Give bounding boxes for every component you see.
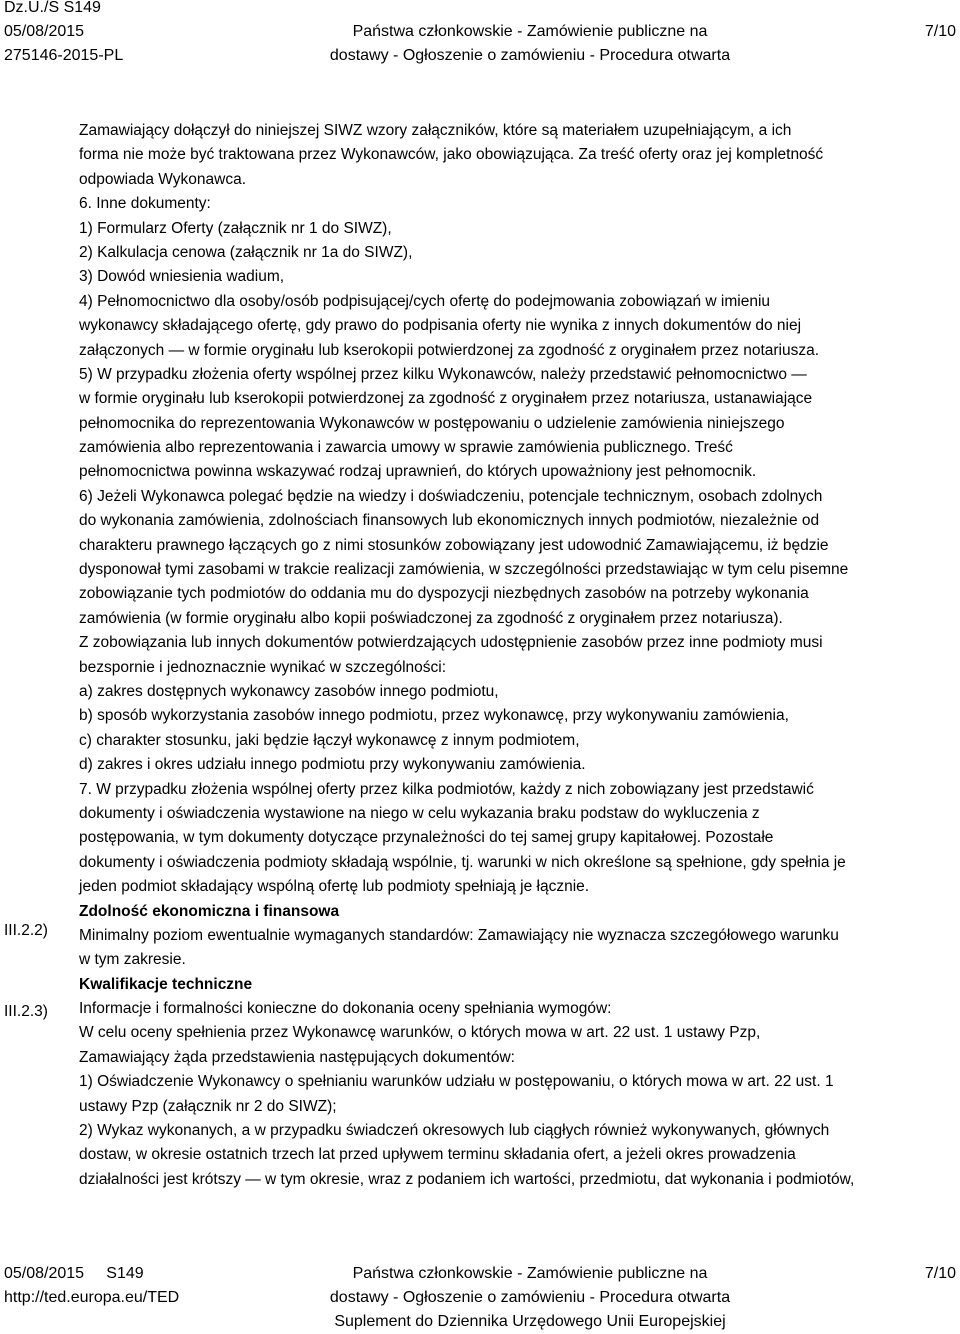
body-text-line: ustawy Pzp (załącznik nr 2 do SIWZ); [79,1097,337,1115]
body-text-line: 1) Oświadczenie Wykonawcy o spełnianiu warunków udziału w postępowaniu, o których mowa w art. 22 ust. 1 [79,1073,834,1091]
body-text-line: b) sposób wykorzystania zasobów innego podmiotu, przez wykonawcę, przy wykonywaniu zamówienia, [79,707,789,725]
body-text-line: pełnomocnika do reprezentowania Wykonawców w postępowaniu o udzielenie zamówienia niniejszego [79,414,785,432]
header-title [300,20,760,68]
section-heading: Zdolność ekonomiczna i finansowa [79,902,340,920]
header-notice-id: 275146-2015-PL [4,47,124,64]
footer-title-line1: Państwa członkowskie - Zamówienie publiczne na [352,1265,708,1282]
body-text-line: 7. W przypadku złożenia wspólnej oferty przez kilka podmiotów, każdy z nich zobowiązany jest przedstawić [79,780,814,798]
body-text-line: charakteru prawnego łączących go z nimi stosunków zobowiązany jest udowodnić Zamawiającemu, iż będzie [79,536,829,554]
footer-title-line2: dostawy - Ogłoszenie o zamówieniu - Procedura otwarta [329,1289,731,1306]
section-number-iii-2-3: III.2.3) [4,1003,48,1020]
body-text-line: w formie oryginału lub kserokopii potwierdzonej za zgodność z oryginałem przez notariusza, ustanawiające [79,390,813,408]
body-text-line: dokumenty i oświadczenia wystawione na niego w celu wykazania braku podstaw do wykluczenia z [79,804,760,822]
body-text-line: do wykonania zamówienia, zdolnościach finansowych lub ekonomicznych innych podmiotów, niezależnie od [79,512,820,530]
body-text-line: zamówienia albo reprezentowania i zawarcia umowy w sprawie zamówienia publicznego. Treść [79,439,733,457]
body-text-line: 6. Inne dokumenty: [79,195,211,213]
body-text-line: 5) W przypadku złożenia oferty wspólnej przez kilku Wykonawców, należy przedstawić pełnomocnictwo — [79,365,807,383]
body-text-line: Minimalny poziom ewentualnie wymaganych standardów: Zamawiający nie wyznacza szczegółowego warunku [79,926,839,944]
body-text-line: d) zakres i okres udziału innego podmiotu przy wykonywaniu zamówienia. [79,756,586,774]
footer-url: http://ted.europa.eu/TED [4,1289,180,1306]
header-date: 05/08/2015 [4,23,85,40]
body-text-line: 4) Pełnomocnictwo dla osoby/osób podpisującej/cych ofertę do podejmowania zobowiązań w imieniu [79,292,771,310]
body-text-line: załączonych — w formie oryginału lub kserokopii potwierdzonej za zgodność z oryginałem przez notariusza. [79,341,820,359]
footer-title-line3: Suplement do Dziennika Urzędowego Unii Europejskiej [334,1313,726,1330]
document-body [79,119,957,1192]
body-text-line: 2) Wykaz wykonanych, a w przypadku świadczeń okresowych lub ciągłych również wykonywanych, głównych [79,1122,830,1140]
body-text-line: dostaw, w okresie ostatnich trzech lat przed upływem terminu składania ofert, a jeżeli okres prowadzenia [79,1146,796,1164]
body-text-line: jeden podmiot składający wspólną ofertę lub podmioty spełniają je łącznie. [79,878,590,896]
body-text-line: w tym zakresie. [79,951,186,969]
page-header [0,0,960,70]
body-text-line: postępowania, w tym dokumenty dotyczące przynależności do tej samej grupy kapitałowej. Pozostałe [79,829,774,847]
body-text-line: zobowiązanie tych podmiotów do oddania mu do dyspozycji niezbędnych zasobów na potrzeby wykonania [79,585,809,603]
header-ref: Dz.U./S S149 [4,0,101,16]
header-title-line2: dostawy - Ogłoszenie o zamówieniu - Procedura otwarta [329,47,731,64]
header-page-number: 7/10 [924,23,956,40]
body-text-line: odpowiada Wykonawca. [79,170,247,188]
body-text-line: 3) Dowód wniesienia wadium, [79,268,285,286]
body-text-line: Zamawiający dołączył do niniejszej SIWZ wzory załączników, które są materiałem uzupełniającym, a ich [79,122,792,139]
header-title-line1: Państwa członkowskie - Zamówienie publiczne na [352,23,708,40]
body-text-line: a) zakres dostępnych wykonawcy zasobów innego podmiotu, [79,682,499,700]
body-text-line: c) charakter stosunku, jaki będzie łączył wykonawcę z innym podmiotem, [79,731,580,749]
body-text-line: wykonawcy składającego ofertę, gdy prawo do podpisania oferty nie wynika z innych dokumentów do niej [79,317,802,335]
footer-page-number: 7/10 [924,1265,956,1282]
body-text-line: Z zobowiązania lub innych dokumentów potwierdzających udostępnienie zasobów przez inne podmioty musi [79,634,823,652]
body-text-line: zamówienia (w formie oryginału albo kopii poświadczonej za zgodność z oryginałem przez notariusza). [79,609,783,627]
section-number-iii-2-2: III.2.2) [4,922,48,939]
header-left [4,0,123,68]
body-text-line: dokumenty i oświadczenia podmioty składają wspólnie, tj. warunki w nich określone są spełnione, gdy spełnia je [79,853,846,871]
body-text-line: forma nie może być traktowana przez Wykonawców, jako obowiązująca. Za treść oferty oraz jej kompletność [79,146,824,164]
body-text-line: bezspornie i jednoznacznie wynikać w szczególności: [79,658,447,676]
body-text-line: 2) Kalkulacja cenowa (załącznik nr 1a do SIWZ), [79,243,413,261]
section-heading: Kwalifikacje techniczne [79,975,253,993]
body-text-line: 6) Jeżeli Wykonawca polegać będzie na wiedzy i doświadczeniu, potencjale technicznym, osobach zdolnych [79,487,823,505]
body-text-line: działalności jest krótszy — w tym okresie, wraz z podaniem ich wartości, przedmiotu, dat wykonania i podmiotów, [79,1170,855,1188]
body-text-line: W celu oceny spełnienia przez Wykonawcę warunków, o których mowa w art. 22 ust. 1 ustawy Pzp, [79,1024,761,1042]
body-text-line: Zamawiający żąda przedstawienia następujących dokumentów: [79,1048,515,1066]
body-text-line: pełnomocnictwa powinna wskazywać rodzaj uprawnień, do których upoważniony jest pełnomocnik. [79,463,757,481]
body-text-line: Informacje i formalności konieczne do dokonania oceny spełniania wymogów: [79,1000,612,1018]
page-footer [0,1262,960,1334]
footer-date-issue: 05/08/2015 S149 [4,1265,144,1282]
body-text-line: 1) Formularz Oferty (załącznik nr 1 do SIWZ), [79,219,392,237]
body-text-line: dysponował tymi zasobami w trakcie realizacji zamówienia, w szczególności przedstawiając w tym celu pisemne [79,561,849,579]
